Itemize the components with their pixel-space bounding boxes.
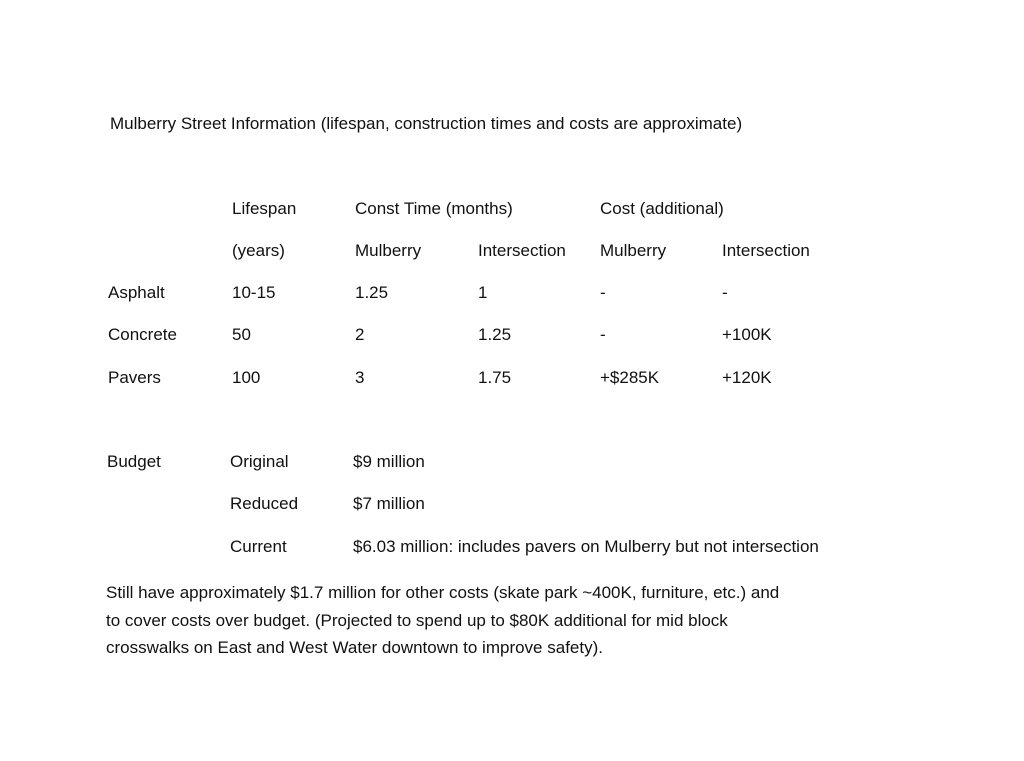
- header-const-time: Const Time (months): [355, 199, 513, 218]
- budget-row-value: $7 million: [353, 494, 425, 513]
- header-lifespan: Lifespan: [232, 199, 297, 218]
- table-cell: 100: [232, 368, 261, 387]
- header-time-intersection: Intersection: [478, 241, 566, 260]
- budget-row-label: Reduced: [230, 494, 299, 513]
- table-cell: 10-15: [232, 283, 276, 302]
- table-cell: +120K: [722, 368, 772, 387]
- table-cell: 1.25: [478, 325, 512, 344]
- table-cell: 1.25: [355, 283, 389, 302]
- table-cell: 1: [478, 283, 488, 302]
- table-cell: 1.75: [478, 368, 512, 387]
- header-years: (years): [232, 241, 285, 260]
- table-cell: 3: [355, 368, 365, 387]
- budget-row-label: Current: [230, 537, 287, 556]
- table-row-label: Asphalt: [108, 283, 165, 302]
- table-cell: 50: [232, 325, 251, 344]
- document-title: Mulberry Street Information (lifespan, construction times and costs are approximate): [110, 114, 743, 133]
- header-cost-mulberry: Mulberry: [600, 241, 667, 260]
- table-cell: -: [600, 283, 606, 302]
- budget-note: [106, 579, 906, 662]
- table-cell: +100K: [722, 325, 772, 344]
- header-time-mulberry: Mulberry: [355, 241, 422, 260]
- table-row-label: Pavers: [108, 368, 161, 387]
- table-cell: -: [600, 325, 606, 344]
- budget-row-label: Original: [230, 452, 289, 471]
- note-line: crosswalks on East and West Water downtown to improve safety).: [106, 638, 603, 657]
- table-row-label: Concrete: [108, 325, 177, 344]
- note-line: Still have approximately $1.7 million for other costs (skate park ~400K, furniture, etc.) and: [106, 583, 780, 602]
- table-cell: +$285K: [600, 368, 660, 387]
- budget-row-value: $6.03 million: includes pavers on Mulberry but not intersection: [353, 537, 819, 556]
- table-cell: 2: [355, 325, 365, 344]
- note-line: to cover costs over budget. (Projected to spend up to $80K additional for mid block: [106, 610, 728, 630]
- budget-row-value: $9 million: [353, 452, 425, 471]
- table-cell: -: [722, 283, 728, 302]
- header-cost-intersection: Intersection: [722, 241, 810, 260]
- budget-label: Budget: [107, 452, 161, 471]
- header-cost: Cost (additional): [600, 199, 724, 218]
